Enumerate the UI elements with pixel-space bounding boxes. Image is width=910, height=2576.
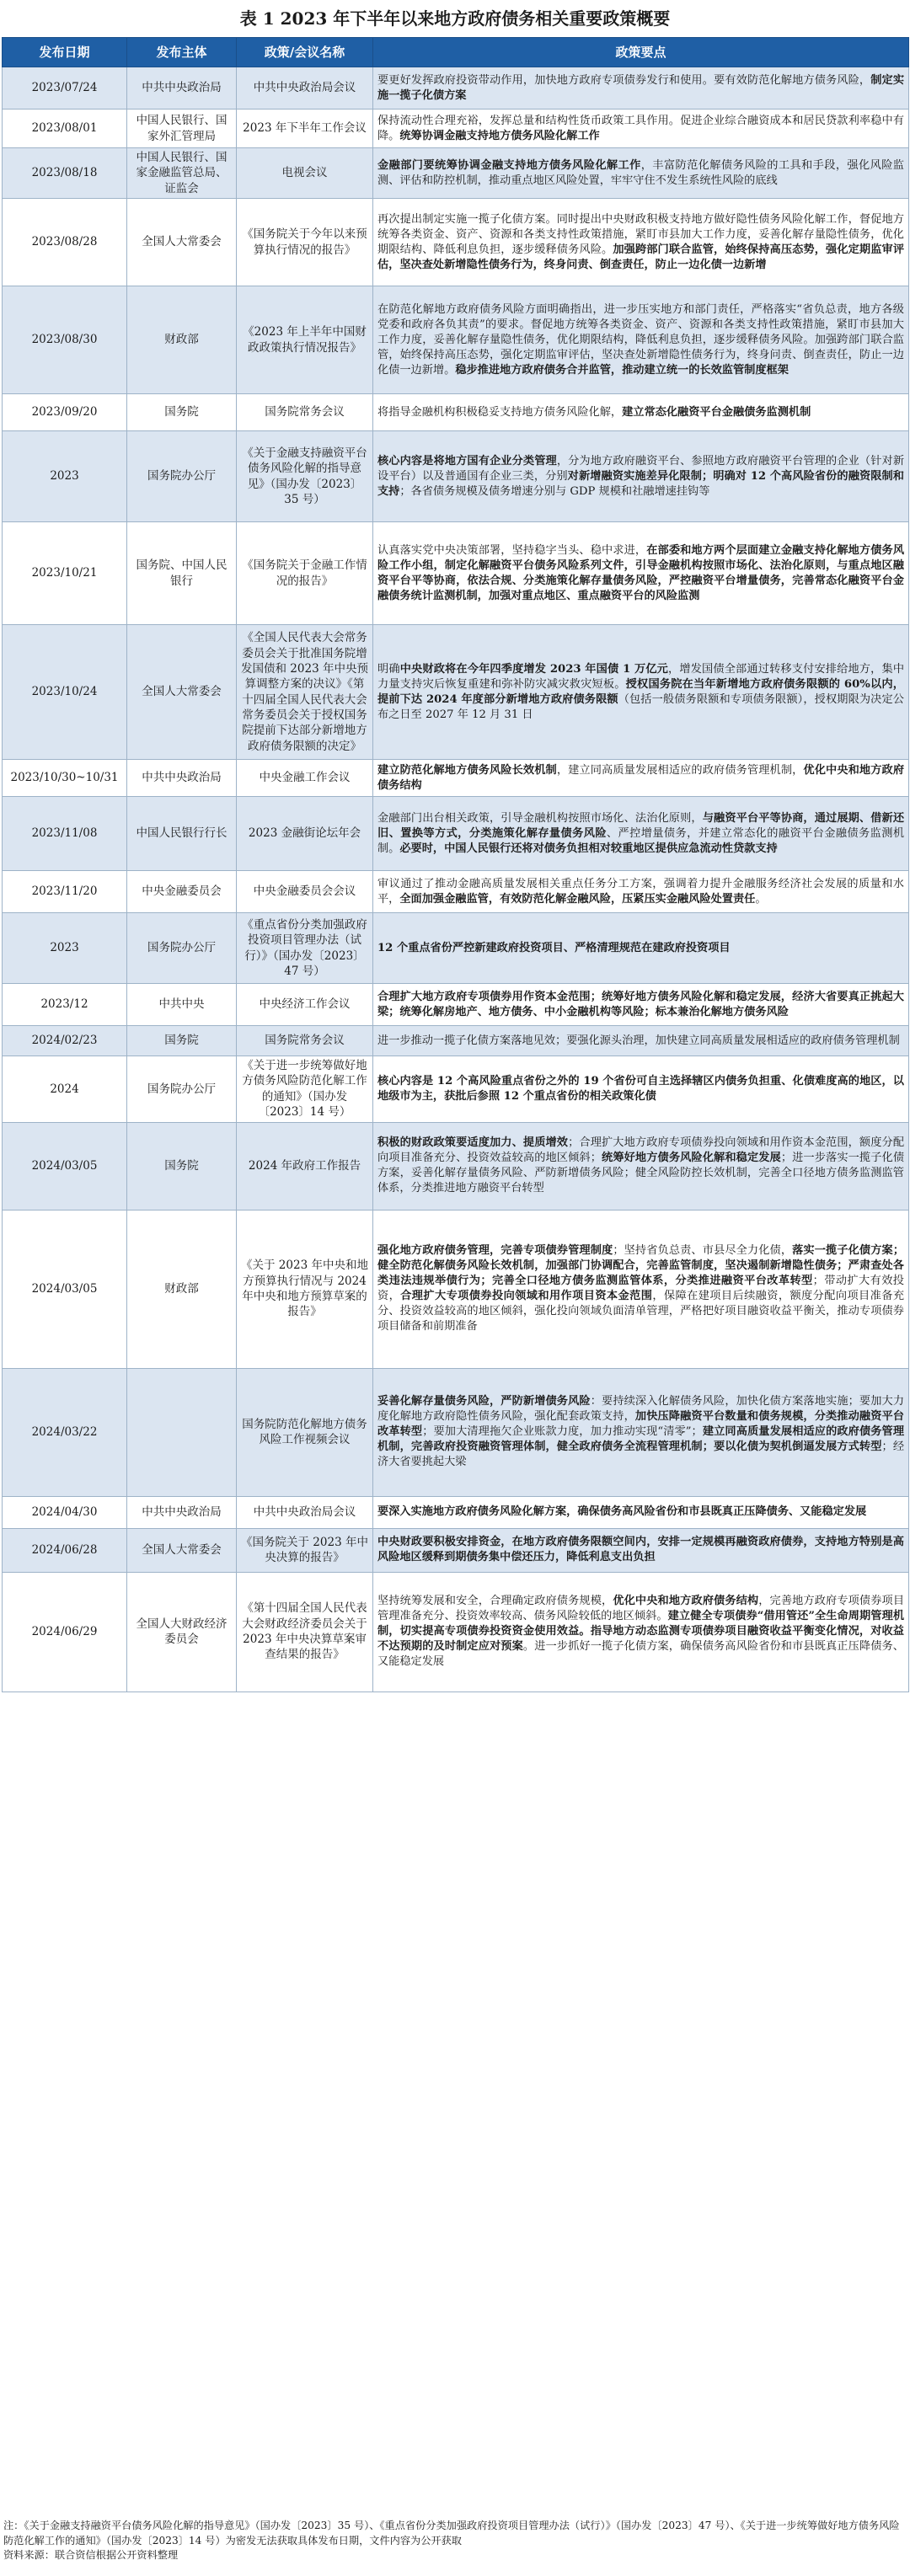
body-text: 审议通过了推动金融高质量发展相关重点任务分工方案，强调着力提升金融服务经济社会发展的质量和水平， bbox=[377, 877, 904, 906]
emphasis-text: 要深入实施地方政府债务风险化解方案，确保债务高风险省份和市县既真正压降债务、又能稳定发展 bbox=[377, 1505, 867, 1519]
cell-issuer: 全国人大常委会 bbox=[127, 625, 237, 760]
cell-policy-name: 中央经济工作会议 bbox=[237, 984, 373, 1026]
cell-policy-name: 《关于金融支持融资平台债务风险化解的指导意见》（国办发〔2023〕35 号） bbox=[237, 431, 373, 522]
table-row bbox=[3, 148, 909, 199]
cell-date: 2024/06/28 bbox=[3, 1528, 127, 1572]
cell-policy-points bbox=[373, 797, 909, 871]
emphasis-text: 必要时，中国人民银行还将对债务负担相对较重地区提供应急流动性贷款支持 bbox=[399, 842, 778, 855]
emphasis-text: 在部委和地方两个层面建立金融支持化解地方债务风险工作小组，制定化解融资平台债务风险系列文件，引导金融机构按照市场化、法治化原则，与重点地区融资平台平等协商，依法合规、分类施策化解存量债务风险，严控融资平台增量债务，完善常态化融资平台金融债务统计监测机制，加强对重点地区、重点融资平台的风险监测 bbox=[377, 543, 905, 602]
emphasis-text: 积极的财政政策要适度加力、提质增效 bbox=[377, 1136, 569, 1150]
emphasis-text: 12 个重点省份严控新建政府投资项目、严格清理规范在建政府投资项目 bbox=[377, 941, 731, 954]
cell-date: 2024/02/23 bbox=[3, 1026, 127, 1056]
cell-policy-points bbox=[373, 148, 909, 199]
cell-date: 2023/10/21 bbox=[3, 522, 127, 625]
emphasis-text: 建立同高质量发展相适应的政府债务管理机制，完善政府投资融资管理体制，健全政府债务全流程管理机制；要以化债为契机倒逼发展方式转型 bbox=[377, 1425, 905, 1453]
cell-date: 2023/07/24 bbox=[3, 67, 127, 110]
emphasis-text: 落实一揽子化债方案；健全防范化解债务风险长效机制，加强部门协调配合，完善监管制度，坚决遏制新增隐性债务；严肃查处各类违法违规举债行为；完善全口径地方债务监测监管体系，分类推进融资平台改革转型 bbox=[377, 1244, 905, 1288]
emphasis-text: 建立防范化解地方债务风险长效机制 bbox=[377, 763, 557, 777]
header-points: 政策要点 bbox=[373, 38, 909, 67]
cell-date: 2023/10/30~10/31 bbox=[3, 760, 127, 797]
cell-date: 2023/11/20 bbox=[3, 871, 127, 913]
cell-policy-name: 中共中央政治局会议 bbox=[237, 1496, 373, 1528]
cell-issuer: 中共中央政治局 bbox=[127, 1496, 237, 1528]
cell-date: 2024/04/30 bbox=[3, 1496, 127, 1528]
cell-issuer: 中国人民银行、国家外汇管理局 bbox=[127, 110, 237, 148]
table-row bbox=[3, 760, 909, 797]
cell-date: 2024 bbox=[3, 1056, 127, 1122]
body-text: 要更好发挥政府投资带动作用，加快地方政府专项债券发行和使用。要有效防范化解地方债务风险， bbox=[377, 73, 871, 87]
emphasis-text: 优化中央和地方政府债务结构 bbox=[613, 1595, 759, 1608]
table-title: 表 1 2023 年下半年以来地方政府债务相关重要政策概要 bbox=[239, 8, 671, 29]
cell-policy-name: 2024 年政府工作报告 bbox=[237, 1122, 373, 1210]
policy-table bbox=[2, 37, 909, 1692]
cell-date: 2024/03/05 bbox=[3, 1210, 127, 1368]
cell-policy-points bbox=[373, 984, 909, 1026]
emphasis-text: 统筹协调金融支持地方债务风险化解工作 bbox=[399, 129, 600, 142]
table-row bbox=[3, 431, 909, 522]
table-row bbox=[3, 1572, 909, 1692]
body-text: ；要加大清理拖欠企业账款力度，加力推动实现“清零”； bbox=[422, 1425, 703, 1439]
body-text: ；各省债务规模及债务增速分别与 GDP 规模和社融增速挂钩等 bbox=[399, 484, 710, 498]
cell-policy-name: 《国务院关于金融工作情况的报告》 bbox=[237, 522, 373, 625]
emphasis-text: 统筹好地方债务风险化解和稳定发展 bbox=[601, 1152, 781, 1165]
body-text: 。 bbox=[755, 892, 767, 906]
table-row bbox=[3, 913, 909, 984]
body-text: ：要持续深入化解债务风险，加快化债方案落地实施；要加大力度化解地方政府隐性债务风险，强化配套政策支持， bbox=[377, 1395, 905, 1424]
cell-issuer: 中共中央政治局 bbox=[127, 760, 237, 797]
emphasis-text: 中央财政要积极安排资金，在地方政府债务限额空间内，安排一定规模再融资政府债券，支持地方特别是高风险地区缓释到期债务集中偿还压力，降低利息支出负担 bbox=[377, 1536, 904, 1564]
table-row bbox=[3, 984, 909, 1026]
cell-issuer: 全国人大财政经济委员会 bbox=[127, 1572, 237, 1692]
body-text: 明确 bbox=[377, 662, 400, 676]
table-notes bbox=[3, 2519, 907, 2563]
emphasis-text: 稳步推进地方政府债务合并监管，推动建立统一的长效监管制度框架 bbox=[455, 363, 789, 377]
cell-policy-points bbox=[373, 199, 909, 286]
cell-date: 2023/09/20 bbox=[3, 394, 127, 431]
cell-policy-name: 《国务院关于今年以来预算执行情况的报告》 bbox=[237, 199, 373, 286]
cell-policy-name: 2023 年下半年工作会议 bbox=[237, 110, 373, 148]
cell-issuer: 国务院办公厅 bbox=[127, 431, 237, 522]
body-text: 再次提出制定实施一揽子化债方案。同时提出中央财政积极支持地方做好隐性债务风险化解工作，督促地方统筹各类资金、资产、资源和各类支持性政策措施，紧盯市县加大工作力度，妥善化解存量隐性债务，优化期限结构、降低利息负担，逐步缓释债务风险。 bbox=[377, 212, 904, 256]
emphasis-text: 加强跨部门联合监管，始终保持高压态势，强化定期监审评估，坚决查处新增隐性债务行为，终身问责、倒查责任，防止一边化债一边新增 bbox=[377, 243, 905, 271]
table-row bbox=[3, 797, 909, 871]
body-text: ；带动扩大有效投资， bbox=[377, 1275, 904, 1303]
table-row bbox=[3, 110, 909, 148]
body-text: 将指导金融机构积极稳妥支持地方债务风险化解， bbox=[377, 405, 623, 419]
cell-policy-name: 中央金融工作会议 bbox=[237, 760, 373, 797]
body-text: ；经济大省要挑起大梁 bbox=[377, 1440, 905, 1468]
cell-date: 2023/08/30 bbox=[3, 286, 127, 394]
cell-policy-name: 《2023 年上半年中国财政政策执行情况报告》 bbox=[237, 286, 373, 394]
cell-date: 2023/11/08 bbox=[3, 797, 127, 871]
body-text: 坚持统筹发展和安全，合理确定政府债务规模， bbox=[377, 1595, 613, 1608]
emphasis-text: 加快压降融资平台数量和债务规模，分类推动融资平台改革转型 bbox=[377, 1410, 904, 1439]
cell-issuer: 中共中央 bbox=[127, 984, 237, 1026]
body-text: 认真落实党中央决策部署，坚持稳字当头、稳中求进， bbox=[377, 543, 647, 557]
cell-policy-name: 《国务院关于 2023 年中央决算的报告》 bbox=[237, 1528, 373, 1572]
body-text: ，保障在建项目后续融资，额度分配向项目准备充分、投资效益较高的地区倾斜，强化投向领域负面清单管理，严格把好项目融资收益平衡关，推动专项债券项目储备和前期准备 bbox=[377, 1290, 905, 1333]
cell-policy-points bbox=[373, 1528, 909, 1572]
cell-issuer: 国务院 bbox=[127, 394, 237, 431]
table-row bbox=[3, 1368, 909, 1496]
header-issuer: 发布主体 bbox=[127, 38, 237, 67]
cell-date: 2023/10/24 bbox=[3, 625, 127, 760]
cell-date: 2023/08/28 bbox=[3, 199, 127, 286]
body-text: 。进一步抓好一揽子化债方案，确保债务高风险省份和市县既真正压降债务、又能稳定发展 bbox=[377, 1639, 904, 1668]
cell-policy-points bbox=[373, 625, 909, 760]
cell-date: 2023/08/18 bbox=[3, 148, 127, 199]
body-text: 金融部门出台相关政策，引导金融机构按照市场化、法治化原则， bbox=[377, 811, 703, 825]
cell-policy-points bbox=[373, 1496, 909, 1528]
header-name: 政策/会议名称 bbox=[237, 38, 373, 67]
body-text: ；进一步落实一揽子化债方案，妥善化解存量债务风险、严防新增债务风险；健全风险防控长效机制，完善全口径地方债务监测监管体系，分类推进地方融资平台转型 bbox=[377, 1152, 905, 1194]
emphasis-text: 建立健全专项债券“借用管还”全生命周期管理机制，切实提高专项债券投资资金使用效益。指导地方动态监测专项债券项目融资收益平衡变化情况，对收益不达预期的及时制定应对预案 bbox=[377, 1610, 905, 1653]
cell-policy-points bbox=[373, 394, 909, 431]
emphasis-text: 授权国务院在当年新增地方政府债务限额的 60%以内，提前下达 2024 年度部分新增地方政府债务限额 bbox=[377, 677, 904, 706]
emphasis-text: 对新增融资实施差异化限制；明确对 12 个高风险省份的融资限制和支持 bbox=[377, 469, 904, 498]
body-text: 进一步推动一揽子化债方案落地见效；要强化源头治理，加快建立同高质量发展相适应的政府债务管理机制 bbox=[377, 1034, 900, 1047]
emphasis-text: 建立常态化融资平台金融债务监测机制 bbox=[622, 405, 811, 419]
body-text: ，分为地方政府融资平台、参照地方政府融资平台管理的企业（针对新设平台）以及普通国有企业三类，分别 bbox=[377, 454, 905, 483]
emphasis-text: 合理扩大地方政府专项债券用作资本金范围；统筹好地方债务风险化解和稳定发展，经济大省要真正挑起大梁；统筹化解房地产、地方债务、中小金融机构等风险； bbox=[377, 990, 904, 1018]
emphasis-text: 制定实施一揽子化债方案 bbox=[377, 73, 905, 102]
cell-policy-points bbox=[373, 913, 909, 984]
cell-policy-name: 《全国人民代表大会常务委员会关于批准国务院增发国债和 2023 年中央预算调整方案的决议》《第十四届全国人民代表大会常务委员会关于授权国务院提前下达部分新增地方政府债务限额的决定》 bbox=[237, 625, 373, 760]
cell-policy-name: 中央金融委员会会议 bbox=[237, 871, 373, 913]
emphasis-text: 全面加强金融监管，有效防范化解金融风险 bbox=[399, 892, 611, 906]
cell-policy-name: 2023 金融街论坛年会 bbox=[237, 797, 373, 871]
cell-policy-points bbox=[373, 1122, 909, 1210]
table-row bbox=[3, 1528, 909, 1572]
emphasis-text: 妥善化解存量债务风险，严防新增债务风险 bbox=[377, 1395, 591, 1408]
cell-date: 2024/06/29 bbox=[3, 1572, 127, 1692]
emphasis-text: 核心内容是 12 个高风险重点省份之外的 19 个省份可自主选择辖区内债务负担重、化债难度高的地区，以地级市为主，获批后参照 12 个重点省份的相关政策化债 bbox=[377, 1074, 904, 1103]
cell-policy-points bbox=[373, 522, 909, 625]
body-text: ，增发国债全部通过转移支付安排给地方，集中力量支持灾后恢复重建和弥补防灾减灾救灾短板。 bbox=[377, 662, 905, 691]
cell-issuer: 国务院办公厅 bbox=[127, 913, 237, 984]
cell-date: 2023/12 bbox=[3, 984, 127, 1026]
table-row bbox=[3, 871, 909, 913]
emphasis-text: 与融资平台平等协商，通过展期、借新还旧、置换等方式，分类施策化解存量债务风险 bbox=[377, 811, 905, 840]
body-text: ；合理扩大地方政府专项债券投向领域和用作资本金范围，额度分配向项目准备充分、投资效益较高的地区倾斜； bbox=[377, 1136, 905, 1165]
table-row bbox=[3, 625, 909, 760]
table-row bbox=[3, 1026, 909, 1056]
emphasis-text: 优化中央和地方政府债务结构 bbox=[377, 763, 905, 792]
cell-issuer: 国务院 bbox=[127, 1026, 237, 1056]
cell-policy-name: 国务院常务会议 bbox=[237, 1026, 373, 1056]
cell-policy-name: 《第十四届全国人民代表大会财政经济委员会关于 2023 年中央决算草案审查结果的报告》 bbox=[237, 1572, 373, 1692]
table-row bbox=[3, 199, 909, 286]
emphasis-text: 标本兼治化解地方债务风险 bbox=[655, 1005, 789, 1018]
cell-policy-points bbox=[373, 110, 909, 148]
cell-date: 2024/03/05 bbox=[3, 1122, 127, 1210]
body-text: 保持流动性合理充裕，发挥总量和结构性货币政策工具作用。促进企业综合融资成本和居民贷款利率稳中有降。 bbox=[377, 114, 904, 142]
cell-date: 2023 bbox=[3, 431, 127, 522]
cell-policy-points bbox=[373, 1572, 909, 1692]
cell-issuer: 国务院办公厅 bbox=[127, 1056, 237, 1122]
cell-issuer: 中国人民银行行长 bbox=[127, 797, 237, 871]
cell-policy-points bbox=[373, 1368, 909, 1496]
table-row bbox=[3, 1496, 909, 1528]
cell-policy-name: 《重点省份分类加强政府投资项目管理办法（试行）》（国办发〔2023〕47 号） bbox=[237, 913, 373, 984]
cell-policy-name: 电视会议 bbox=[237, 148, 373, 199]
cell-issuer: 国务院 bbox=[127, 1122, 237, 1210]
body-text: ，完善地方政府专项债券项目管理准备充分、投资效率较高、债务风险较低的地区倾斜。 bbox=[377, 1595, 905, 1623]
table-row bbox=[3, 1210, 909, 1368]
table-row bbox=[3, 1122, 909, 1210]
cell-date: 2023/08/01 bbox=[3, 110, 127, 148]
body-text: ，丰富防范化解债务风险的工具和手段，强化风险监测、评估和防控机制，推动重点地区风险处置，牢牢守住不发生系统性风险的底线 bbox=[377, 158, 904, 187]
body-text: ；坚持省负总责、市县尽全力化债， bbox=[613, 1244, 793, 1258]
table-row bbox=[3, 522, 909, 625]
emphasis-text: 核心内容是将地方国有企业分类管理 bbox=[377, 454, 557, 468]
table-body bbox=[3, 67, 909, 1692]
table-header-row bbox=[3, 38, 909, 67]
cell-date: 2024/03/22 bbox=[3, 1368, 127, 1496]
cell-issuer: 财政部 bbox=[127, 286, 237, 394]
cell-policy-points bbox=[373, 871, 909, 913]
cell-policy-name: 《关于 2023 年中央和地方预算执行情况与 2024 年中央和地方预算草案的报告》 bbox=[237, 1210, 373, 1368]
cell-policy-name: 国务院防范化解地方债务风险工作视频会议 bbox=[237, 1368, 373, 1496]
cell-policy-points bbox=[373, 760, 909, 797]
body-text: ，建立同高质量发展相适应的政府债务管理机制， bbox=[556, 763, 804, 777]
cell-issuer: 中央金融委员会 bbox=[127, 871, 237, 913]
emphasis-text: ，压紧压实金融风险处置责任 bbox=[610, 892, 756, 906]
body-text: （包括一般债务限额和专项债务限额），授权期限为决定公布之日至 2027 年 12 月 31 日 bbox=[377, 692, 904, 721]
emphasis-text: 金融部门要统筹协调金融支持地方债务风险化解工作 bbox=[377, 158, 641, 172]
cell-issuer bbox=[127, 1368, 237, 1496]
footnote: 注：《关于金融支持融资平台债务风险化解的指导意见》（国办发〔2023〕35 号）、《重点省份分类加强政府投资项目管理办法（试行）》（国办发〔2023〕47 号）、《关于进一步统筹做好地方债务风险防范化解工作的通知》（国办发〔2023〕14 号）为密发无法获取具体发布日期，文件内容为公开获取 bbox=[3, 2520, 900, 2547]
cell-policy-points bbox=[373, 286, 909, 394]
cell-issuer: 中共中央政治局 bbox=[127, 67, 237, 110]
body-text: 、严控增量债务，并建立常态化的融资平台金融债务监测机制。 bbox=[377, 826, 905, 855]
table-row bbox=[3, 286, 909, 394]
cell-policy-name: 中共中央政治局会议 bbox=[237, 67, 373, 110]
cell-policy-name: 《关于进一步统筹做好地方债务风险防范化解工作的通知》（国办发〔2023〕14 号） bbox=[237, 1056, 373, 1122]
body-text: 在防范化解地方政府债务风险方面明确指出，进一步压实地方和部门责任，严格落实“省负总责，地方各级党委和政府各负其责”的要求。督促地方统筹各类资金、资产、资源和各类支持性政策措施，紧盯市县加大工作力度，妥善化解存量隐性债务，优化期限结构，降低利息负担，逐步缓释债务风险。加强跨部门联合监管，始终保持高压态势，强化定期监审评估，坚决查处新增隐性债务行为，终身问责、倒查责任，防止一边化债一边新增。 bbox=[377, 302, 904, 377]
cell-policy-points bbox=[373, 431, 909, 522]
cell-policy-points bbox=[373, 1026, 909, 1056]
table-row bbox=[3, 67, 909, 110]
table-row bbox=[3, 1056, 909, 1122]
source-note: 资料来源：联合资信根据公开资料整理 bbox=[3, 2549, 179, 2562]
cell-issuer: 中国人民银行、国家金融监管总局、证监会 bbox=[127, 148, 237, 199]
cell-policy-name: 国务院常务会议 bbox=[237, 394, 373, 431]
cell-issuer: 全国人大常委会 bbox=[127, 1528, 237, 1572]
cell-date: 2023 bbox=[3, 913, 127, 984]
cell-issuer: 财政部 bbox=[127, 1210, 237, 1368]
header-date: 发布日期 bbox=[3, 38, 127, 67]
cell-issuer: 国务院、中国人民银行 bbox=[127, 522, 237, 625]
table-row bbox=[3, 394, 909, 431]
cell-issuer: 全国人大常委会 bbox=[127, 199, 237, 286]
cell-policy-points bbox=[373, 1056, 909, 1122]
cell-policy-points bbox=[373, 67, 909, 110]
emphasis-text: 中央财政将在今年四季度增发 2023 年国债 1 万亿元 bbox=[399, 662, 669, 676]
emphasis-text: 强化地方政府债务管理，完善专项债券管理制度 bbox=[377, 1244, 613, 1258]
emphasis-text: 合理扩大专项债券投向领域和用作项目资本金范围 bbox=[400, 1290, 653, 1303]
cell-policy-points bbox=[373, 1210, 909, 1368]
